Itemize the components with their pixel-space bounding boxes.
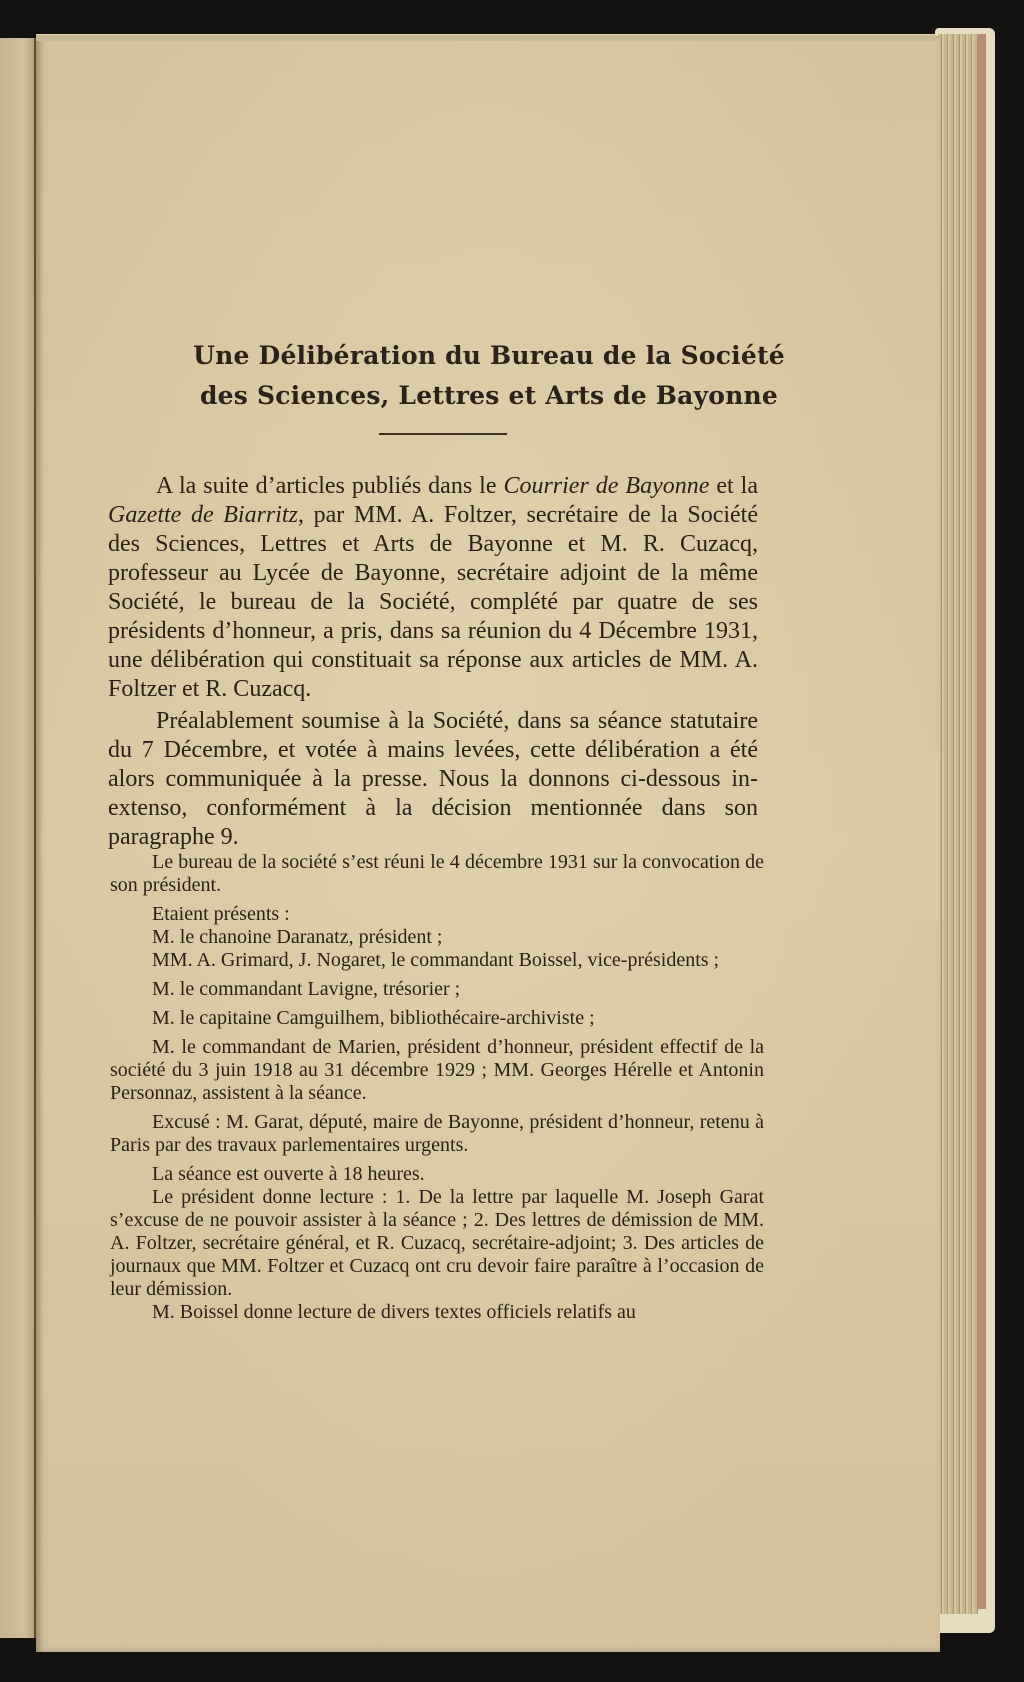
page-block-edges	[938, 34, 978, 1614]
intro-text	[108, 472, 758, 852]
minutes-paragraph: M. le capitaine Camguilhem, bibliothécaire-archiviste ;	[152, 1007, 595, 1029]
minutes-paragraph: M. Boissel donne lecture de divers textes officiels relatifs au	[152, 1301, 636, 1323]
text-run: A la suite d’articles publiés dans le	[156, 473, 504, 499]
page-block-red-edge	[978, 34, 986, 1609]
article-title	[139, 336, 839, 416]
minutes-paragraph: Etaient présents :	[152, 903, 290, 925]
title-line-2: des Sciences, Lettres et Arts de Bayonne	[200, 381, 778, 410]
intro-paragraph-2: Préalablement soumise à la Société, dans sa séance statutaire du 7 Décembre, et votée à mains levées, cette délibération a été alors communiquée à la presse. Nous la donnons ci-dessous in-extenso, conformément à la décision mentionnée dans son paragraphe 9.	[108, 708, 758, 850]
page-content	[36, 36, 940, 1652]
newspaper-title: Courrier de Bayonne	[503, 473, 710, 499]
text-run: et la	[709, 473, 758, 499]
text-run: , par MM. A. Foltzer, secrétaire de la Société des Sciences, Lettres et Arts de Bayonne et M. R. Cuzacq, professeur au Lycée de Bayonne, secrétaire adjoint de la même Société, le bureau de la Société, complété par quatre de ses présidents d’honneur, a pris, dans sa réunion du 4 Décembre 1931, une délibération qui constituait sa réponse aux articles de MM. A. Foltzer et R. Cuzacq.	[108, 502, 759, 702]
minutes-paragraph: Excusé : M. Garat, député, maire de Bayonne, président d’honneur, retenu à Paris par des travaux parlementaires urgents.	[110, 1111, 764, 1156]
meeting-minutes	[110, 851, 764, 1324]
intro-paragraph-1	[108, 472, 758, 704]
book-page	[36, 36, 940, 1652]
minutes-paragraph: Le président donne lecture : 1. De la lettre par laquelle M. Joseph Garat s’excuse de ne pouvoir assister à la séance ; 2. Des lettres de démission de MM. A. Foltzer, secrétaire général, et R. Cuzacq, secrétaire-adjoint; 3. Des articles de journaux que MM. Foltzer et Cuzacq ont cru devoir faire paraître à l’occasion de leur démission.	[110, 1186, 764, 1300]
facing-page-edge	[0, 38, 36, 1638]
minutes-paragraph: M. le chanoine Daranatz, président ;	[152, 926, 443, 948]
minutes-paragraph: La séance est ouverte à 18 heures.	[152, 1163, 425, 1185]
minutes-paragraph: Le bureau de la société s’est réuni le 4 décembre 1931 sur la convocation de son président.	[110, 851, 764, 896]
page-top-edge	[36, 34, 936, 41]
minutes-paragraph: M. le commandant de Marien, président d’honneur, président effectif de la société du 3 juin 1918 au 31 décembre 1929 ; MM. Georges Hérelle et Antonin Personnaz, assistent à la séance.	[110, 1036, 764, 1104]
title-rule	[379, 433, 507, 435]
minutes-paragraph: M. le commandant Lavigne, trésorier ;	[152, 978, 461, 1000]
newspaper-title: Gazette de Biarritz	[108, 502, 298, 528]
title-line-1: Une Délibération du Bureau de la Société	[193, 341, 785, 370]
minutes-paragraph: MM. A. Grimard, J. Nogaret, le commandant Boissel, vice-présidents ;	[152, 949, 720, 971]
